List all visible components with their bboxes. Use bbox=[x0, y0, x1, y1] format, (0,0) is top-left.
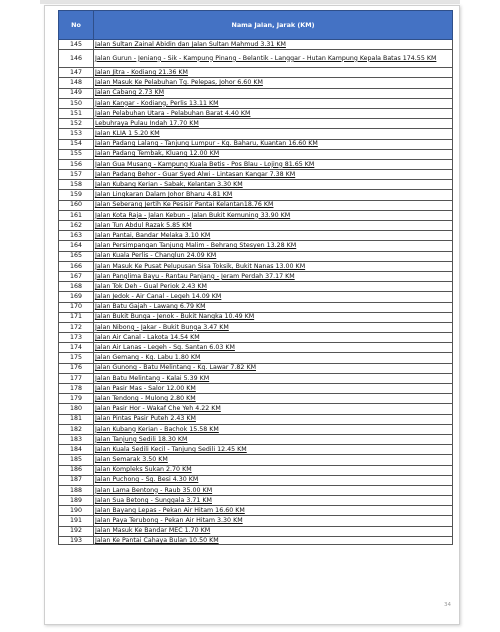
road-name: Jalan Puchong - Sg. Besi 4.30 KM bbox=[94, 475, 453, 485]
table-row bbox=[59, 353, 453, 363]
road-name: Jalan Pasir Mas - Salor 12.00 KM bbox=[94, 384, 453, 394]
road-name: Jalan Jedok - Air Canal - Legeh 14.09 KM bbox=[94, 292, 453, 302]
road-name: Jalan Sua Betong - Sunggala 3.71 KM bbox=[94, 496, 453, 506]
row-number: 160 bbox=[59, 200, 94, 210]
table-row bbox=[59, 190, 453, 200]
row-number: 156 bbox=[59, 159, 94, 169]
row-number: 162 bbox=[59, 221, 94, 231]
row-number: 170 bbox=[59, 302, 94, 312]
row-number: 178 bbox=[59, 384, 94, 394]
row-number: 181 bbox=[59, 414, 94, 424]
table-row bbox=[59, 333, 453, 343]
table-row bbox=[59, 424, 453, 434]
table-row bbox=[59, 210, 453, 220]
row-number: 155 bbox=[59, 149, 94, 159]
table-row bbox=[59, 159, 453, 169]
table-row bbox=[59, 98, 453, 108]
road-name: Jalan Bayang Lepas - Pekan Air Hitam 16.60 KM bbox=[94, 506, 453, 516]
row-number: 158 bbox=[59, 180, 94, 190]
table-row bbox=[59, 434, 453, 444]
table-row bbox=[59, 526, 453, 536]
page-edge bbox=[40, 0, 460, 4]
row-number: 185 bbox=[59, 455, 94, 465]
road-name: Jalan Tun Abdul Razak 5.85 KM bbox=[94, 221, 453, 231]
table-row bbox=[59, 40, 453, 50]
road-name: Jalan Padang Behor - Guar Syed Alwi - Lintasan Kangar 7.38 KM bbox=[94, 170, 453, 180]
road-name: Jalan Kompleks Sukan 2.70 KM bbox=[94, 465, 453, 475]
road-name: Jalan Air Canal - Lakota 14.54 KM bbox=[94, 333, 453, 343]
table-row bbox=[59, 414, 453, 424]
road-name: Jalan Padang Tembak, Kluang 12.00 KM bbox=[94, 149, 453, 159]
row-number: 154 bbox=[59, 139, 94, 149]
road-name: Jalan Tanjung Sedili 18.30 KM bbox=[94, 434, 453, 444]
table-row bbox=[59, 343, 453, 353]
road-name: Jalan Kangar - Kodiang, Perlis 13.11 KM bbox=[94, 98, 453, 108]
table-row bbox=[59, 404, 453, 414]
table-row bbox=[59, 180, 453, 190]
row-number: 193 bbox=[59, 536, 94, 545]
table-row bbox=[59, 445, 453, 455]
table-row bbox=[59, 292, 453, 302]
table-row bbox=[59, 485, 453, 495]
road-name: Jalan Kota Raja - Jalan Kebun - Jalan Bukit Kemuning 33.90 KM bbox=[94, 210, 453, 220]
road-name: Jalan Jitra - Kodiang 21.36 KM bbox=[94, 68, 453, 78]
row-number: 191 bbox=[59, 516, 94, 526]
page-number: 34 bbox=[444, 602, 451, 608]
road-name: Jalan Pasir Hor - Wakaf Che Yeh 4.22 KM bbox=[94, 404, 453, 414]
row-number: 166 bbox=[59, 261, 94, 271]
table-row bbox=[59, 231, 453, 241]
row-number: 151 bbox=[59, 108, 94, 118]
road-name: Jalan Seberang Jertih Ke Pesisir Pantai Kelantan18.76 KM bbox=[94, 200, 453, 210]
row-number: 169 bbox=[59, 292, 94, 302]
table-row bbox=[59, 363, 453, 373]
row-number: 180 bbox=[59, 404, 94, 414]
row-number: 175 bbox=[59, 353, 94, 363]
row-number: 146 bbox=[59, 50, 94, 68]
table-body bbox=[59, 40, 453, 545]
table-row bbox=[59, 170, 453, 180]
table-row bbox=[59, 139, 453, 149]
road-name: Jalan Pelabuhan Utara - Pelabuhan Barat 4.40 KM bbox=[94, 108, 453, 118]
row-number: 188 bbox=[59, 485, 94, 495]
table-row bbox=[59, 496, 453, 506]
table-row bbox=[59, 302, 453, 312]
road-name: Jalan Masuk Ke Pusat Pelupusan Sisa Toksik, Bukit Nanas 13.00 KM bbox=[94, 261, 453, 271]
header-name: Nama Jalan, Jarak (KM) bbox=[94, 11, 453, 40]
road-name: Jalan Lingkaran Dalam Johor Bharu 4.81 KM bbox=[94, 190, 453, 200]
road-name: Jalan Batu Gajah - Lawang 6.79 KM bbox=[94, 302, 453, 312]
row-number: 182 bbox=[59, 424, 94, 434]
row-number: 153 bbox=[59, 129, 94, 139]
table-row bbox=[59, 149, 453, 159]
row-number: 189 bbox=[59, 496, 94, 506]
table-row bbox=[59, 384, 453, 394]
row-number: 177 bbox=[59, 373, 94, 383]
road-table bbox=[58, 10, 453, 545]
table-row bbox=[59, 312, 453, 322]
table-row bbox=[59, 221, 453, 231]
row-number: 161 bbox=[59, 210, 94, 220]
row-number: 165 bbox=[59, 251, 94, 261]
table-row bbox=[59, 394, 453, 404]
table-row bbox=[59, 475, 453, 485]
row-number: 190 bbox=[59, 506, 94, 516]
road-name: Jalan Kuala Sedili Kecil - Tanjung Sedili 12.45 KM bbox=[94, 445, 453, 455]
row-number: 187 bbox=[59, 475, 94, 485]
row-number: 152 bbox=[59, 119, 94, 129]
road-name: Jalan Kubang Kerian - Sabak, Kelantan 3.30 KM bbox=[94, 180, 453, 190]
table-row bbox=[59, 373, 453, 383]
row-number: 167 bbox=[59, 271, 94, 281]
table-row bbox=[59, 50, 453, 68]
road-name: Jalan Gua Musang - Kampung Kuala Betis - Pos Blau - Lojing 81.65 KM bbox=[94, 159, 453, 169]
table-row bbox=[59, 322, 453, 332]
table-row bbox=[59, 78, 453, 88]
road-name: Jalan KLIA 1 5.20 KM bbox=[94, 129, 453, 139]
table-row bbox=[59, 465, 453, 475]
road-name: Lebuhraya Pulau Indah 17.70 KM bbox=[94, 119, 453, 129]
row-number: 172 bbox=[59, 322, 94, 332]
table-row bbox=[59, 119, 453, 129]
row-number: 173 bbox=[59, 333, 94, 343]
row-number: 163 bbox=[59, 231, 94, 241]
row-number: 168 bbox=[59, 282, 94, 292]
table-row bbox=[59, 261, 453, 271]
row-number: 176 bbox=[59, 363, 94, 373]
road-name: Jalan Masuk Ke Pelabuhan Tg. Pelepas, Johor 6.60 KM bbox=[94, 78, 453, 88]
road-name: Jalan Gurun - Jeniang - Sik - Kampung Pinang - Belantik - Langgar - Hutan Kampung Kepala Batas 174.55 KM bbox=[94, 50, 453, 68]
row-number: 159 bbox=[59, 190, 94, 200]
table-row bbox=[59, 271, 453, 281]
table-row bbox=[59, 455, 453, 465]
row-number: 171 bbox=[59, 312, 94, 322]
road-name: Jalan Semarak 3.50 KM bbox=[94, 455, 453, 465]
road-name: Jalan Sultan Zainal Abidin dan Jalan Sultan Mahmud 3.31 KM bbox=[94, 40, 453, 50]
road-name: Jalan Panglima Bayu - Rantau Panjang - Jeram Perdah 37.17 KM bbox=[94, 271, 453, 281]
document-page bbox=[44, 5, 460, 625]
road-name: Jalan Gunong - Batu Melintang - Kg. Lawar 7.82 KM bbox=[94, 363, 453, 373]
row-number: 157 bbox=[59, 170, 94, 180]
row-number: 148 bbox=[59, 78, 94, 88]
road-name: Jalan Kuala Perlis - Changlun 24.09 KM bbox=[94, 251, 453, 261]
table-row bbox=[59, 88, 453, 98]
table-row bbox=[59, 282, 453, 292]
road-name: Jalan Pantai, Bandar Melaka 3.10 KM bbox=[94, 231, 453, 241]
road-name: Jalan Tendong - Mulong 2.80 KM bbox=[94, 394, 453, 404]
row-number: 183 bbox=[59, 434, 94, 444]
row-number: 192 bbox=[59, 526, 94, 536]
road-name: Jalan Paya Terubong - Pekan Air Hitam 3.30 KM bbox=[94, 516, 453, 526]
row-number: 150 bbox=[59, 98, 94, 108]
table-row bbox=[59, 108, 453, 118]
road-name: Jalan Persimpangan Tanjung Malim - Behrang Stesyen 13.28 KM bbox=[94, 241, 453, 251]
road-name: Jalan Ke Pantai Cahaya Bulan 10.50 KM bbox=[94, 536, 453, 545]
road-name: Jalan Padang Lalang - Tanjung Lumpur - Kg. Baharu, Kuantan 16.60 KM bbox=[94, 139, 453, 149]
row-number: 147 bbox=[59, 68, 94, 78]
row-number: 149 bbox=[59, 88, 94, 98]
row-number: 145 bbox=[59, 40, 94, 50]
table-header-row bbox=[59, 11, 453, 40]
table-row bbox=[59, 129, 453, 139]
row-number: 164 bbox=[59, 241, 94, 251]
table-row bbox=[59, 241, 453, 251]
road-name: Jalan Tok Deh - Gual Periok 2.43 KM bbox=[94, 282, 453, 292]
row-number: 174 bbox=[59, 343, 94, 353]
road-name: Jalan Air Lanas - Legeh - Sg. Santan 6.03 KM bbox=[94, 343, 453, 353]
table-row bbox=[59, 68, 453, 78]
road-name: Jalan Lama Bentong - Raub 35.00 KM bbox=[94, 485, 453, 495]
table-row bbox=[59, 251, 453, 261]
road-name: Jalan Gemang - Kg. Labu 1.80 KM bbox=[94, 353, 453, 363]
header-no: No bbox=[59, 11, 94, 40]
road-name: Jalan Pintas Pasir Puteh 2.43 KM bbox=[94, 414, 453, 424]
row-number: 186 bbox=[59, 465, 94, 475]
road-name: Jalan Batu Melintang - Kalai 5.39 KM bbox=[94, 373, 453, 383]
table-row bbox=[59, 200, 453, 210]
road-name: Jalan Cabang 2.73 KM bbox=[94, 88, 453, 98]
table-row bbox=[59, 516, 453, 526]
road-name: Jalan Kubang Kerian - Bachok 15.58 KM bbox=[94, 424, 453, 434]
table-row bbox=[59, 536, 453, 545]
road-name: Jalan Masuk Ke Bandar MEC 1.70 KM bbox=[94, 526, 453, 536]
road-name: Jalan Bukit Bunga - Jenok - Bukit Nangka 10.49 KM bbox=[94, 312, 453, 322]
road-name: Jalan Nibong - Jakar - Bukit Bunga 3.47 KM bbox=[94, 322, 453, 332]
row-number: 184 bbox=[59, 445, 94, 455]
table-row bbox=[59, 506, 453, 516]
row-number: 179 bbox=[59, 394, 94, 404]
